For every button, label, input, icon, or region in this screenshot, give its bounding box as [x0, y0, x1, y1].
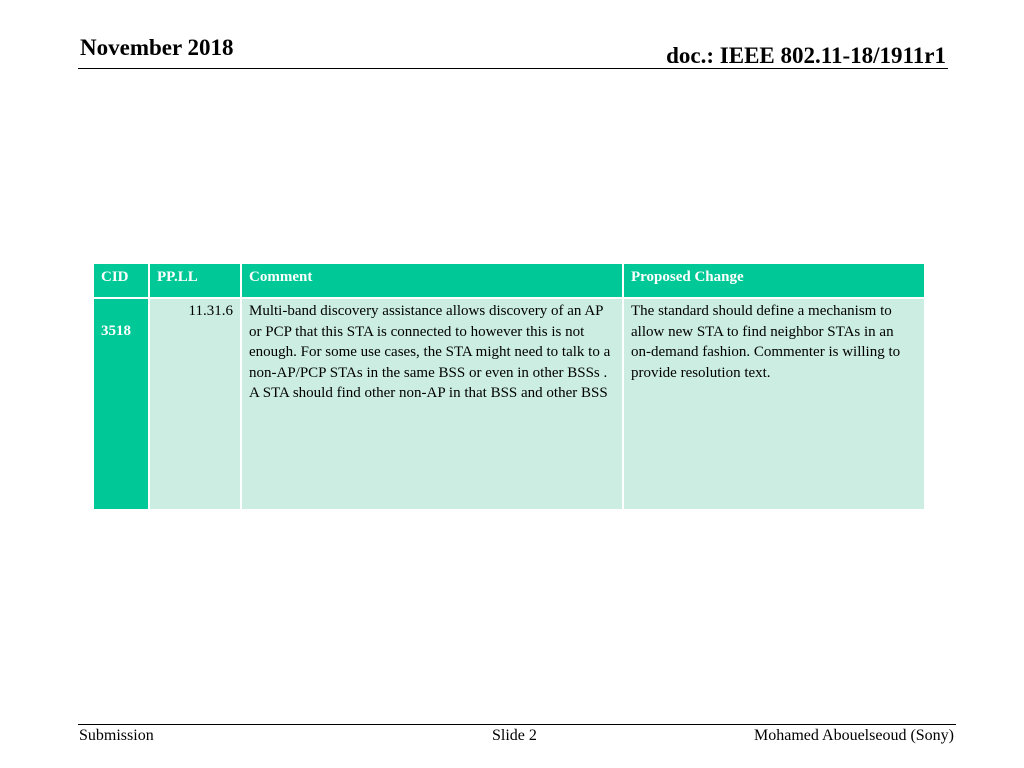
comment-table [92, 262, 926, 511]
table-header-row [94, 264, 924, 297]
header-divider [78, 68, 948, 69]
table-row [94, 299, 924, 509]
column-header-ppll: PP.LL [150, 264, 240, 297]
footer-slide-number: Slide 2 [492, 727, 537, 744]
column-header-comment: Comment [242, 264, 622, 297]
header-doc-id: doc.: IEEE 802.11-18/1911r1 [666, 43, 946, 68]
cell-cid: 3518 [94, 299, 148, 509]
footer-author: Mohamed Abouelseoud (Sony) [754, 727, 954, 744]
cell-proposed-change: The standard should define a mechanism to allow new STA to find neighbor STAs in an on-demand fashion. Commenter is willing to provide resolution text. [624, 299, 924, 509]
column-header-proposed-change: Proposed Change [624, 264, 924, 297]
cell-comment: Multi-band discovery assistance allows discovery of an AP or PCP that this STA is connected to however this is not enough. For some use cases, the STA might need to talk to a non-AP/PCP STAs in the same BSS or even in other BSSs . A STA should find other non-AP in that BSS and other BSS [242, 299, 622, 509]
footer-submission: Submission [79, 727, 154, 744]
header-date: November 2018 [80, 35, 234, 60]
column-header-cid: CID [94, 264, 148, 297]
footer-divider [78, 724, 956, 725]
cell-ppll: 11.31.6 [150, 299, 240, 509]
